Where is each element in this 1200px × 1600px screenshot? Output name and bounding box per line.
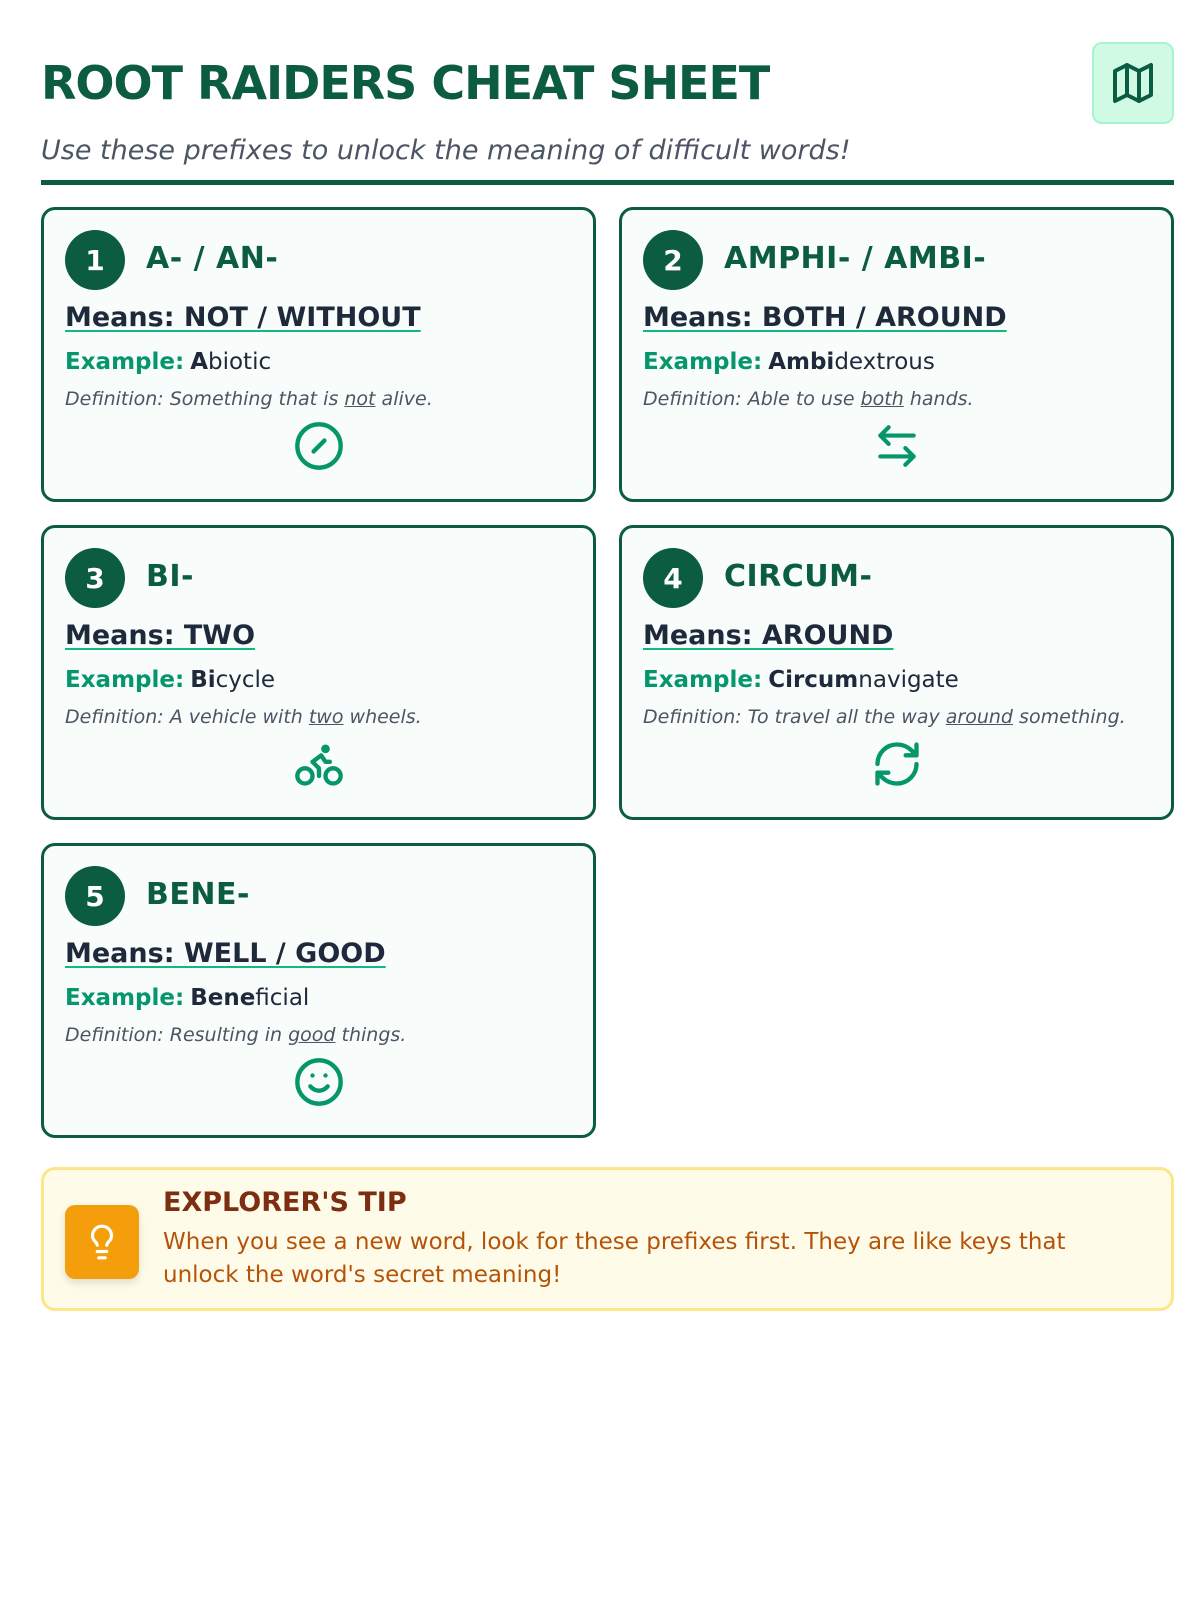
example-root: Bi [190, 667, 216, 693]
card-example [65, 667, 275, 693]
example-label: Example: [65, 667, 185, 693]
definition-before: Definition: A vehicle with [65, 706, 309, 728]
prefix-card-circum [619, 525, 1174, 820]
card-meaning: Means: BOTH / AROUND [643, 302, 1007, 333]
card-meaning: Means: WELL / GOOD [65, 938, 386, 969]
prefix-card-a-an [41, 207, 596, 502]
refresh-icon [871, 738, 923, 790]
prefix-card-amphi-ambi [619, 207, 1174, 502]
card-number-badge: 1 [65, 230, 125, 290]
example-label: Example: [65, 349, 185, 375]
prefix-card-bi [41, 525, 596, 820]
card-meaning: Means: AROUND [643, 620, 894, 651]
card-definition [643, 388, 974, 410]
definition-before: Definition: To travel all the way [643, 706, 946, 728]
definition-before: Definition: Something that is [65, 388, 345, 410]
definition-key: both [860, 388, 904, 410]
bicycle-icon [293, 738, 345, 790]
explorers-tip-box [41, 1167, 1174, 1311]
example-rest: ficial [255, 985, 310, 1011]
page-header [41, 40, 1174, 185]
definition-after: wheels. [343, 706, 422, 728]
card-prefix: BI- [146, 559, 194, 594]
prefix-card-bene [41, 843, 596, 1138]
definition-before: Definition: Resulting in [65, 1024, 289, 1046]
definition-after: things. [335, 1024, 407, 1046]
card-prefix: BENE- [146, 877, 250, 912]
card-example [643, 667, 959, 693]
page-subtitle: Use these prefixes to unlock the meaning of difficult words! [41, 135, 851, 166]
card-prefix: CIRCUM- [724, 559, 873, 594]
example-root: Bene [190, 985, 256, 1011]
card-number-badge: 5 [65, 866, 125, 926]
example-rest: navigate [858, 667, 959, 693]
card-prefix: AMPHI- / AMBI- [724, 241, 987, 276]
example-label: Example: [643, 667, 763, 693]
card-definition [65, 1024, 406, 1046]
example-label: Example: [643, 349, 763, 375]
definition-after: hands. [903, 388, 974, 410]
card-definition [65, 388, 433, 410]
tip-text: When you see a new word, look for these prefixes first. They are like keys that unlock the word's secret meaning! [163, 1229, 1066, 1288]
card-number-badge: 3 [65, 548, 125, 608]
card-number-badge: 2 [643, 230, 703, 290]
definition-after: alive. [375, 388, 433, 410]
card-meaning: Means: TWO [65, 620, 256, 651]
definition-key: two [308, 706, 344, 728]
map-icon [1109, 59, 1157, 107]
example-root: Ambi [768, 349, 835, 375]
card-example [65, 349, 271, 375]
cheat-sheet-page [41, 40, 1174, 1288]
definition-key: not [344, 388, 376, 410]
example-rest: cycle [215, 667, 276, 693]
map-button[interactable] [1092, 42, 1174, 124]
page-title: ROOT RAIDERS CHEAT SHEET [41, 56, 770, 110]
example-label: Example: [65, 985, 185, 1011]
example-root: A [190, 349, 208, 375]
example-rest: dextrous [834, 349, 935, 375]
example-rest: biotic [208, 349, 272, 375]
card-example [643, 349, 935, 375]
card-example [65, 985, 309, 1011]
prefix-grid [41, 207, 1174, 1138]
card-definition [65, 706, 422, 728]
card-number-badge: 4 [643, 548, 703, 608]
lightbulb-icon [65, 1205, 139, 1279]
definition-key: good [288, 1024, 336, 1046]
arrows-left-right-icon [871, 420, 923, 472]
definition-after: something. [1013, 706, 1126, 728]
card-meaning: Means: NOT / WITHOUT [65, 302, 421, 333]
smile-icon [293, 1056, 345, 1108]
card-prefix: A- / AN- [146, 241, 279, 276]
card-definition [643, 706, 1126, 728]
ban-icon [293, 420, 345, 472]
definition-key: around [945, 706, 1013, 728]
tip-title: EXPLORER'S TIP [163, 1187, 407, 1218]
definition-before: Definition: Able to use [643, 388, 861, 410]
example-root: Circum [768, 667, 859, 693]
